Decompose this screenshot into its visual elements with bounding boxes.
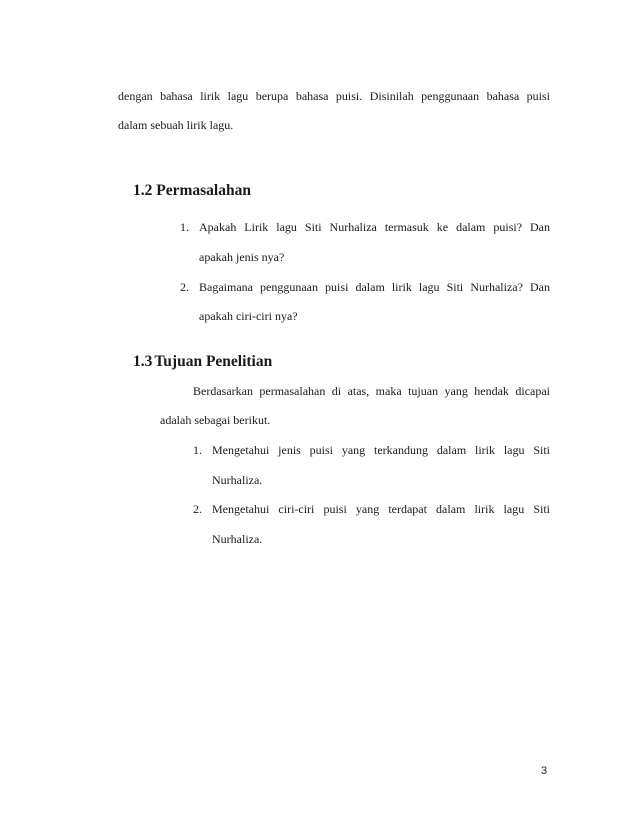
- permasalahan-item-2-line-2: apakah ciri-ciri nya?: [199, 309, 298, 323]
- section-heading-tujuan: [133, 352, 272, 372]
- tujuan-paragraph-line-1: Berdasarkan permasalahan di atas, maka tujuan yang hendak dicapai: [193, 384, 550, 398]
- permasalahan-item-1-number: 1.: [180, 220, 189, 234]
- section-heading-permasalahan: 1.2 Permasalahan: [133, 182, 251, 199]
- tujuan-item-2-number: 2.: [193, 502, 202, 516]
- permasalahan-item-1-line-2: apakah jenis nya?: [199, 250, 285, 264]
- section-heading-tujuan-title: Tujuan Penelitian: [154, 353, 273, 370]
- intro-line-2: dalam sebuah lirik lagu.: [118, 118, 234, 132]
- permasalahan-item-2-number: 2.: [180, 280, 189, 294]
- section-heading-tujuan-number: 1.3: [133, 353, 153, 370]
- tujuan-paragraph-line-2: adalah sebagai berikut.: [160, 413, 271, 427]
- permasalahan-item-2-line-1: Bagaimana penggunaan puisi dalam lirik lagu Siti Nurhaliza? Dan: [199, 280, 550, 294]
- intro-line-1: dengan bahasa lirik lagu berupa bahasa puisi. Disinilah penggunaan bahasa puisi: [118, 89, 550, 103]
- page-number: 3: [541, 765, 548, 777]
- tujuan-item-1-number: 1.: [193, 443, 202, 457]
- tujuan-item-2-line-1: Mengetahui ciri-ciri puisi yang terdapat dalam lirik lagu Siti: [212, 502, 550, 516]
- tujuan-item-1-line-2: Nurhaliza.: [212, 473, 263, 487]
- permasalahan-item-1-line-1: Apakah Lirik lagu Siti Nurhaliza termasuk ke dalam puisi? Dan: [199, 220, 550, 234]
- tujuan-item-1-line-1: Mengetahui jenis puisi yang terkandung dalam lirik lagu Siti: [212, 443, 550, 457]
- tujuan-item-2-line-2: Nurhaliza.: [212, 532, 263, 546]
